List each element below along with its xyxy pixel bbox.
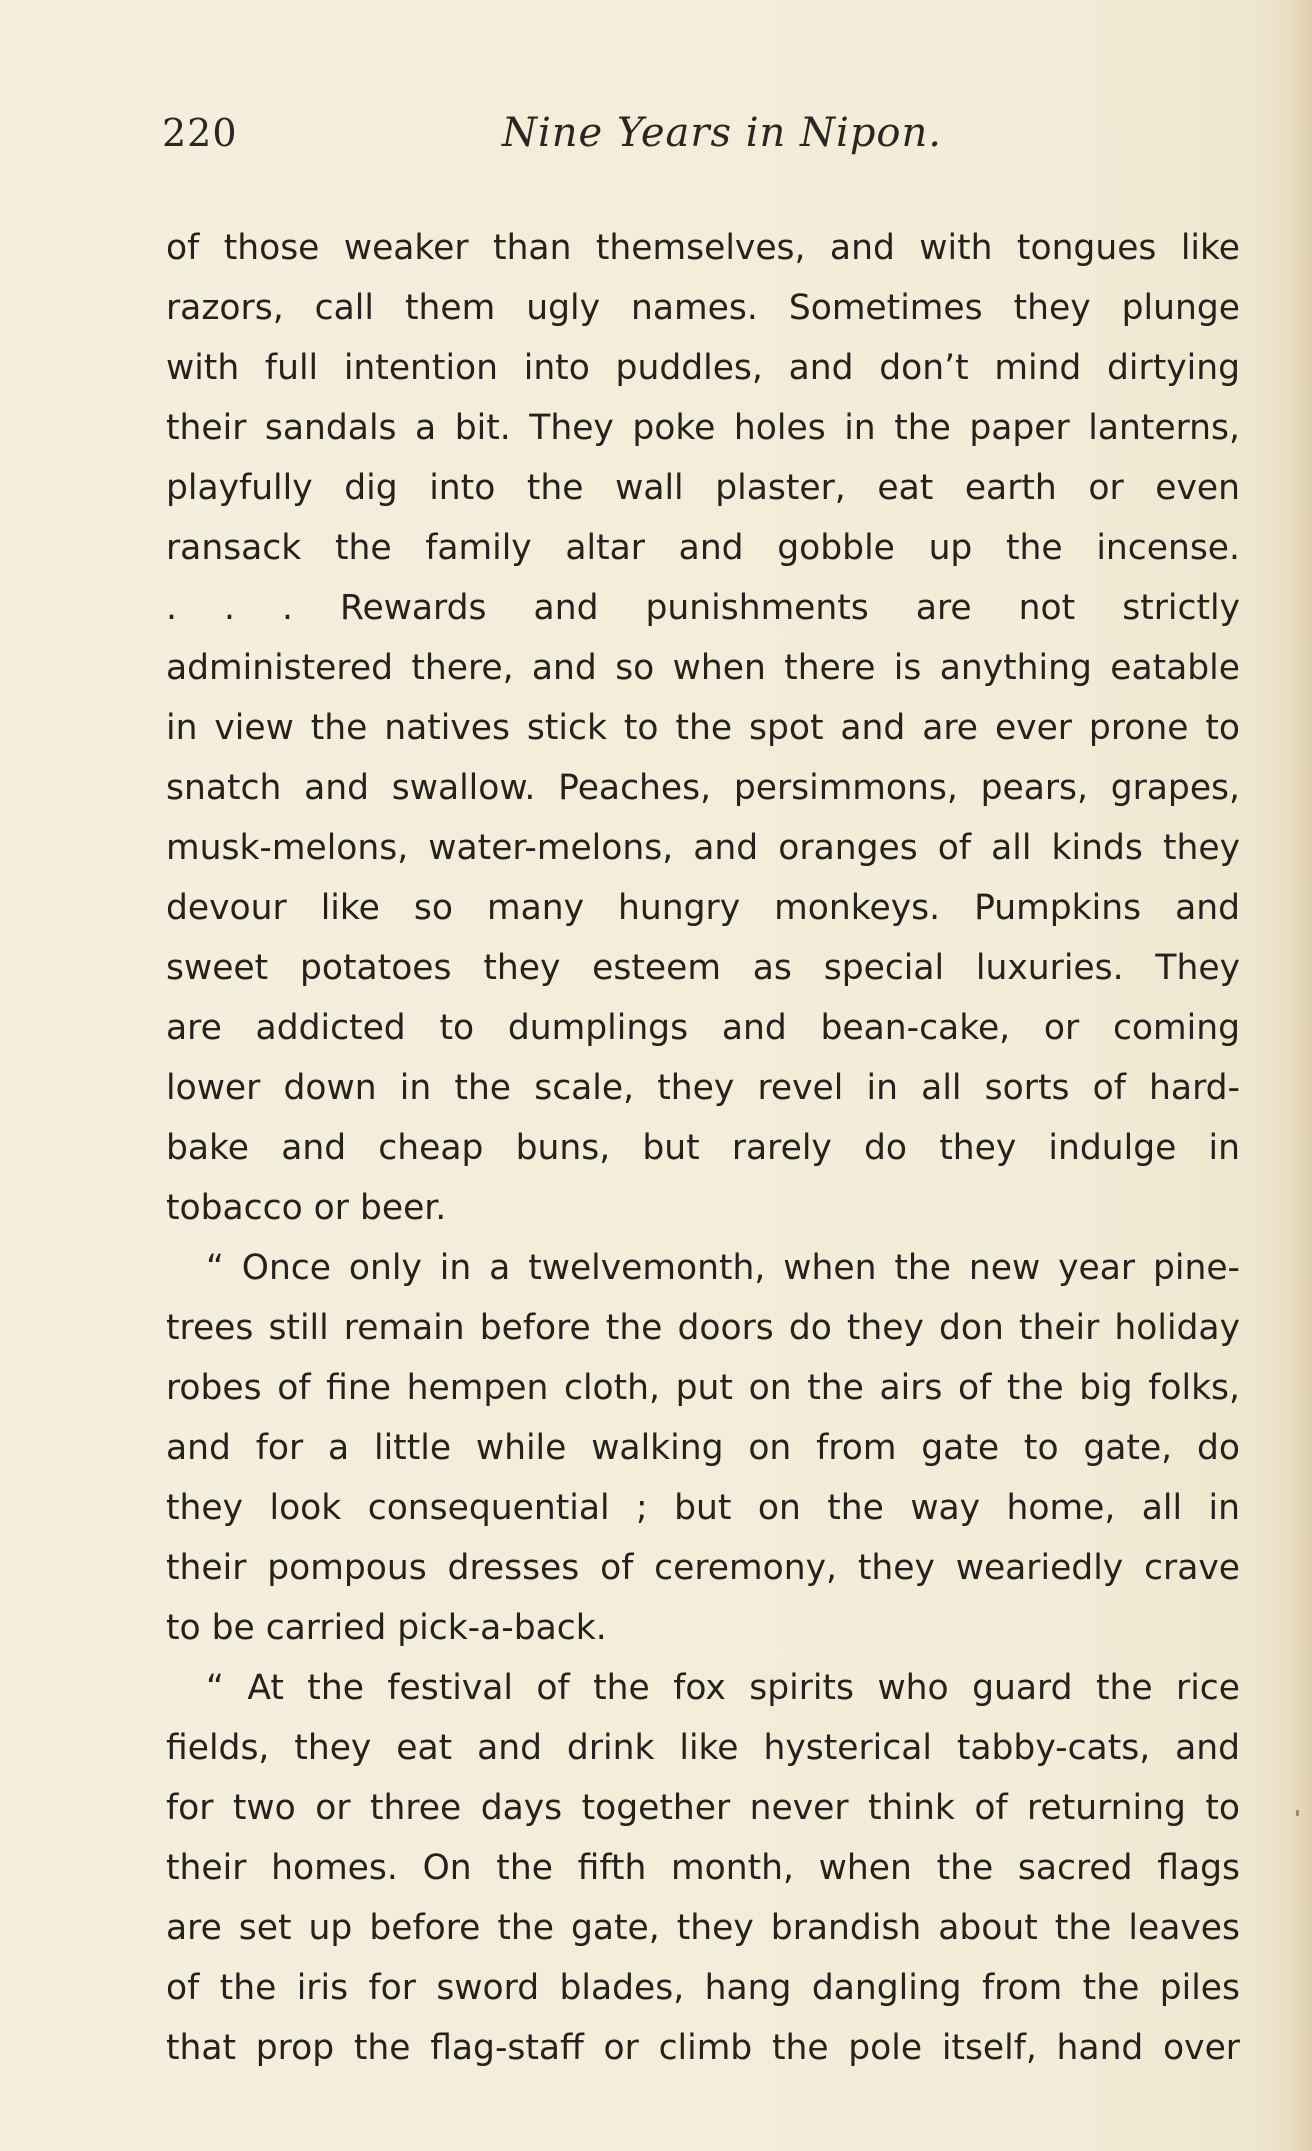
text-line: of those weaker than themselves, and with tongues like [166, 228, 1240, 268]
text-line: “ At the festival of the fox spirits who guard the rice [206, 1668, 1240, 1708]
text-line: to be carried pick-a-back. [166, 1608, 607, 1648]
text-line: musk-melons, water-melons, and oranges of all kinds they [166, 828, 1240, 868]
text-line: trees still remain before the doors do they don their holiday [166, 1308, 1240, 1348]
text-line: fields, they eat and drink like hysterical tabby-cats, and [166, 1728, 1240, 1768]
text-line: in view the natives stick to the spot and are ever prone to [166, 708, 1240, 748]
text-line: sweet potatoes they esteem as special luxuries. They [166, 948, 1240, 988]
text-line: and for a little while walking on from gate to gate, do [166, 1428, 1240, 1468]
text-line: are addicted to dumplings and bean-cake, or coming [166, 1008, 1240, 1048]
body-text [166, 218, 1240, 2078]
text-line: that prop the flag-staff or climb the pole itself, hand over [166, 2028, 1240, 2068]
paper-speck [1296, 1810, 1299, 1816]
text-line: tobacco or beer. [166, 1188, 447, 1228]
running-title: Nine Years in Nipon. [502, 110, 942, 156]
text-line: ransack the family altar and gobble up the incense. [166, 528, 1240, 568]
text-line: of the iris for sword blades, hang dangling from the piles [166, 1968, 1240, 2008]
text-line: with full intention into puddles, and don’t mind dirtying [166, 348, 1240, 388]
text-line: playfully dig into the wall plaster, eat earth or even [166, 468, 1240, 508]
text-line: their pompous dresses of ceremony, they weariedly crave [166, 1548, 1240, 1588]
text-line: they look consequential ; but on the way home, all in [166, 1488, 1240, 1528]
text-line: robes of fine hempen cloth, put on the airs of the big folks, [166, 1368, 1240, 1408]
text-line: devour like so many hungry monkeys. Pumpkins and [166, 888, 1240, 928]
running-head [162, 108, 1242, 158]
text-line: razors, call them ugly names. Sometimes they plunge [166, 288, 1240, 328]
text-line: . . . Rewards and punishments are not strictly [166, 588, 1240, 628]
text-line: their homes. On the fifth month, when the sacred flags [166, 1848, 1240, 1888]
page-number: 220 [162, 111, 238, 155]
text-line: are set up before the gate, they brandish about the leaves [166, 1908, 1240, 1948]
text-line: administered there, and so when there is anything eatable [166, 648, 1240, 688]
text-line: “ Once only in a twelvemonth, when the new year pine- [206, 1248, 1240, 1288]
text-line: bake and cheap buns, but rarely do they indulge in [166, 1128, 1240, 1168]
text-line: their sandals a bit. They poke holes in the paper lanterns, [166, 408, 1240, 448]
text-line: lower down in the scale, they revel in all sorts of hard- [166, 1068, 1240, 1108]
page-edge-shadow [1290, 0, 1312, 2151]
text-line: snatch and swallow. Peaches, persimmons, pears, grapes, [166, 768, 1240, 808]
text-line: for two or three days together never think of returning to [166, 1788, 1240, 1828]
